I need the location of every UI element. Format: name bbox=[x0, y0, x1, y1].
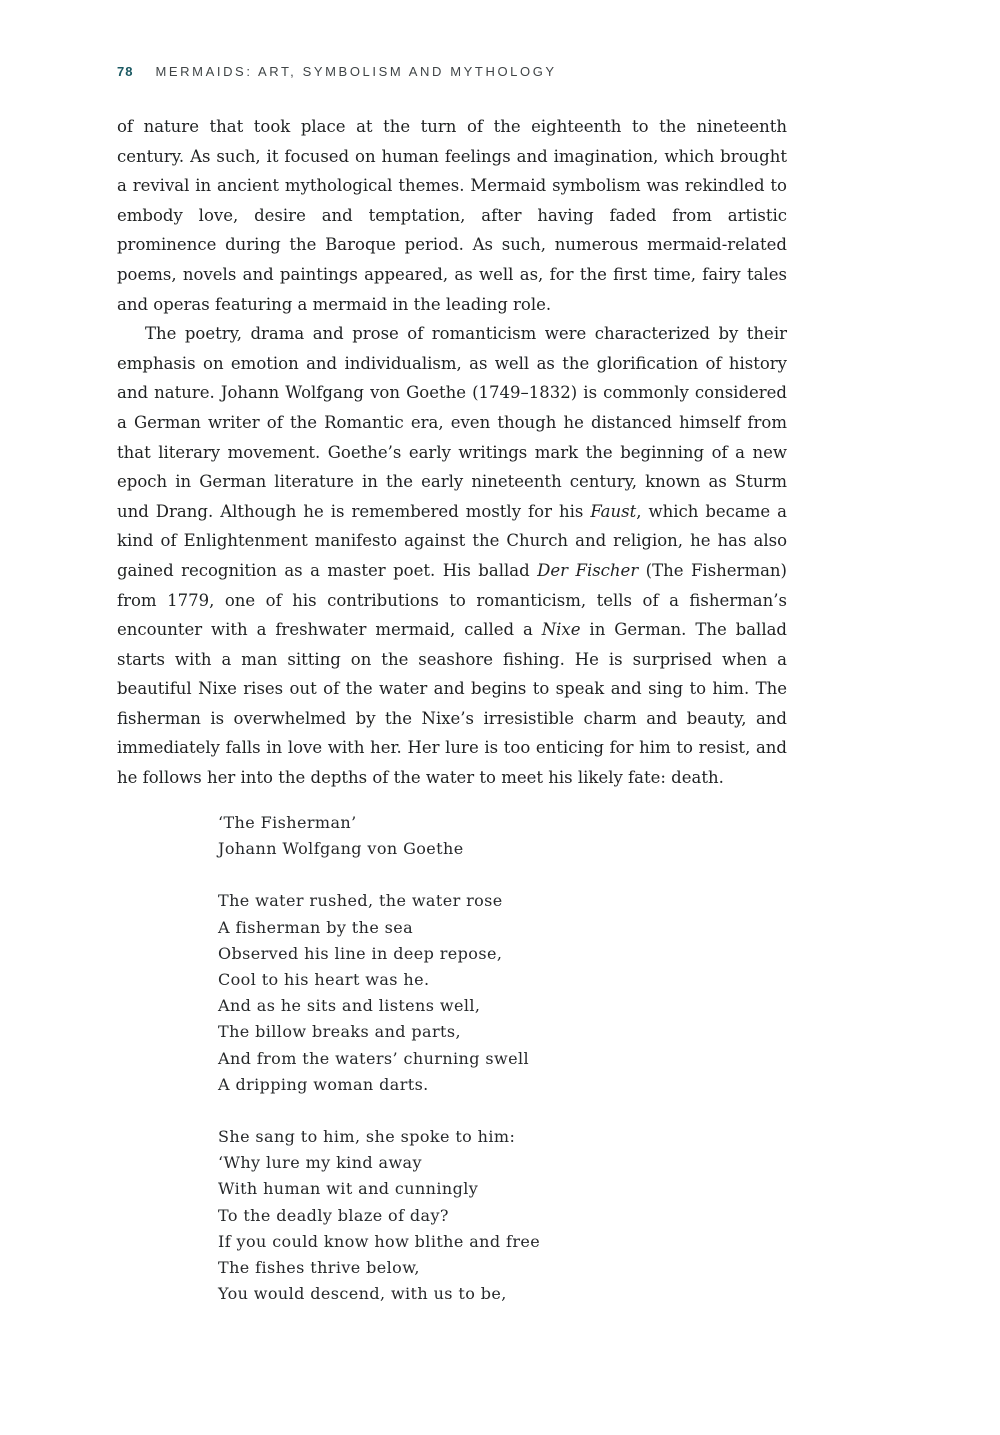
poem-line: With human wit and cunningly bbox=[218, 1179, 479, 1199]
poem-line: And from the waters’ churning swell bbox=[218, 1048, 529, 1068]
running-head bbox=[117, 64, 557, 79]
body-text bbox=[117, 112, 787, 793]
poem-line: Cool to his heart was he. bbox=[218, 970, 430, 990]
italic-text: Der Fischer bbox=[537, 560, 639, 580]
poem-line: A fisherman by the sea bbox=[218, 917, 414, 937]
poem-line: ‘Why lure my kind away bbox=[218, 1153, 422, 1173]
italic-text: Faust bbox=[590, 501, 637, 521]
page-number: 78 bbox=[117, 64, 134, 79]
poem-stanza-1 bbox=[218, 888, 540, 1098]
text-segment: , which became a kind of Enlightenment manifesto against the Church and religion, he has also gained recognition as a master poet. His ballad bbox=[117, 501, 787, 580]
poem-block bbox=[218, 810, 540, 1307]
poem-line: The fishes thrive below, bbox=[218, 1258, 420, 1278]
poem-line: Observed his line in deep repose, bbox=[218, 943, 503, 963]
text-segment: (The Fisherman) from 1779, one of his contributions to romanticism, tells of a fisherman’s encounter with a freshwater mermaid, called a bbox=[117, 560, 787, 640]
poem-head bbox=[218, 810, 540, 862]
text-segment: The poetry, drama and prose of romanticism were characterized by their emphasis on emotion and individualism, as well as the glorification of history and nature. Johann Wolfgang von Goethe (1749–1832) is commonly considered a German writer of the Romantic era, even though he distanced himself from that literary movement. Goethe’s early writings mark the beginning of a new epoch in German literature in the early nineteenth century, known as Sturm und Drang. Although he is remembered mostly for his bbox=[117, 324, 787, 521]
poem-line: The water rushed, the water rose bbox=[218, 891, 503, 911]
poem-line: To the deadly blaze of day? bbox=[218, 1205, 449, 1225]
poem-line: The billow breaks and parts, bbox=[218, 1022, 461, 1042]
poem-line: She sang to him, she spoke to him: bbox=[218, 1127, 516, 1147]
poem-author: Johann Wolfgang von Goethe bbox=[218, 839, 464, 859]
poem-line: You would descend, with us to be, bbox=[218, 1284, 507, 1304]
poem-line: A dripping woman darts. bbox=[218, 1074, 429, 1094]
body-paragraph-1 bbox=[117, 112, 787, 319]
running-title: MERMAIDS: ART, SYMBOLISM AND MYTHOLOGY bbox=[155, 64, 557, 79]
poem-stanza-2 bbox=[218, 1124, 540, 1307]
poem-title: ‘The Fisherman’ bbox=[218, 813, 357, 832]
italic-text: Nixe bbox=[541, 620, 581, 640]
text-segment: in German. The ballad starts with a man sitting on the seashore fishing. He is surprised when a beautiful Nixe rises out of the water and begins to speak and sing to him. The fisherman is overwhelmed by the Nixe’s irresistible charm and beauty, and immediately falls in love with her. Her lure is too enticing for him to resist, and he follows her into the depths of the water to meet his likely fate: death. bbox=[117, 620, 787, 788]
text-segment: of nature that took place at the turn of the eighteenth to the nineteenth century. As such, it focused on human feelings and imagination, which brought a revival in ancient mythological themes. Mermaid symbolism was rekindled to embody love, desire and temptation, after having faded from artistic prominence during the Baroque period. As such, numerous mermaid-related poems, novels and paintings appeared, as well as, for the first time, fairy tales and operas featuring a mermaid in the leading role. bbox=[117, 117, 787, 314]
poem-line: If you could know how blithe and free bbox=[218, 1231, 541, 1251]
body-paragraph-2 bbox=[117, 319, 787, 793]
poem-line: And as he sits and listens well, bbox=[218, 996, 481, 1016]
